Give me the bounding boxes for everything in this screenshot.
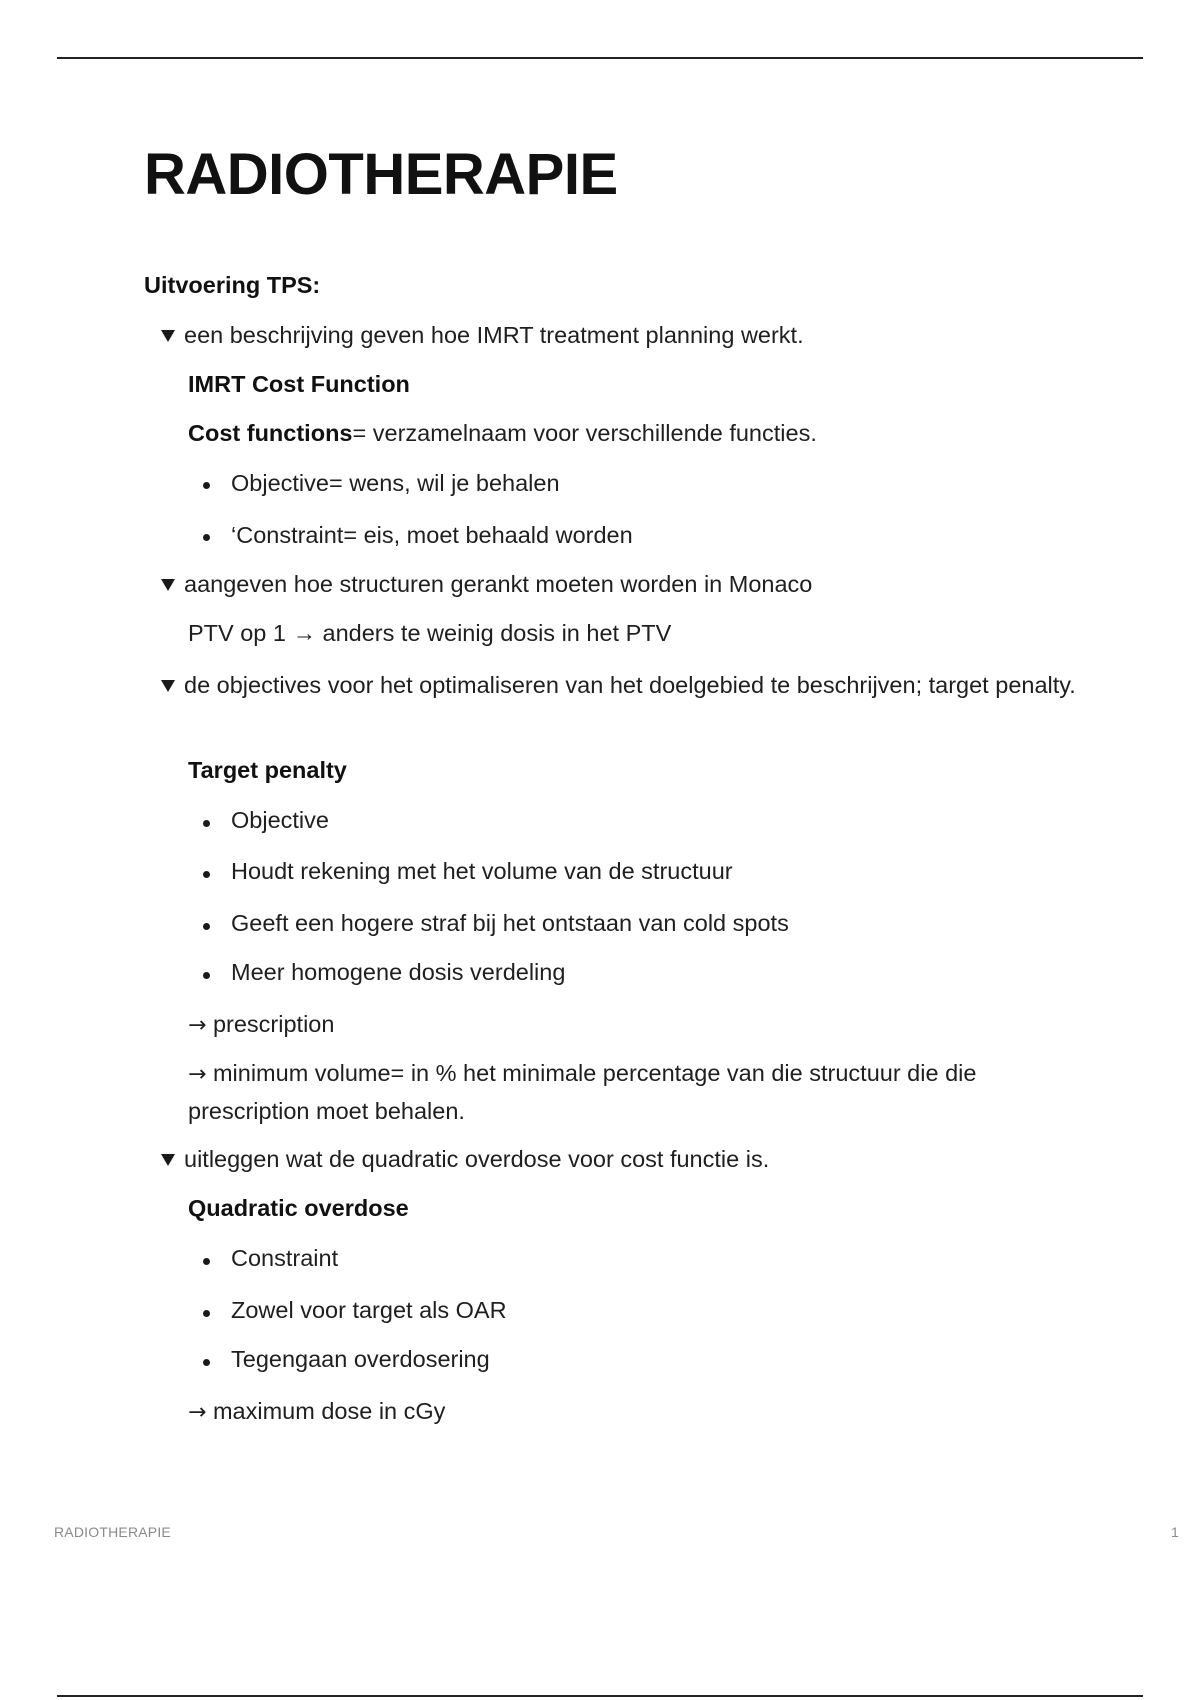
ptv-note: PTV op 1 → anders te weinig dosis in het PTV	[188, 620, 672, 646]
right-arrow-icon: →	[188, 1400, 207, 1425]
arrow-note: → maximum dose in cGy	[188, 1398, 446, 1425]
bullet-icon	[203, 972, 210, 979]
bottom-rule	[57, 1695, 1143, 1697]
bullet-icon	[203, 482, 210, 489]
subheading-quadratic-overdose: Quadratic overdose	[188, 1195, 409, 1221]
bullet-icon	[203, 1359, 210, 1366]
arrow-note: → prescription	[188, 1011, 335, 1038]
toggle-triangle-icon[interactable]	[161, 579, 175, 591]
cost-functions-definition	[188, 415, 817, 451]
toggle-label: uitleggen wat de quadratic overdose voor cost functie is.	[184, 1146, 770, 1172]
definition-text: = verzamelnaam voor verschillende functies.	[352, 420, 817, 446]
definition-term: Cost functions	[188, 420, 353, 446]
list-item: Houdt rekening met het volume van de structuur	[231, 858, 733, 884]
right-arrow-icon: →	[188, 1013, 207, 1038]
bullet-icon	[203, 534, 210, 541]
list-item: ‘Constraint= eis, moet behaald worden	[231, 522, 633, 548]
toggle-triangle-icon[interactable]	[161, 330, 175, 342]
toggle-label: de objectives voor het optimaliseren van het doelgebied te beschrijven; target penalty.	[184, 672, 1076, 698]
bullet-icon	[203, 1310, 210, 1317]
bullet-icon	[203, 871, 210, 878]
list-item: Tegengaan overdosering	[231, 1346, 490, 1372]
bullet-icon	[203, 923, 210, 930]
section-heading: Uitvoering TPS:	[144, 272, 321, 298]
list-item: Meer homogene dosis verdeling	[231, 959, 566, 985]
page-title: RADIOTHERAPIE	[144, 142, 618, 207]
list-item: Objective	[231, 807, 329, 833]
list-item: Objective= wens, wil je behalen	[231, 470, 560, 496]
subheading-imrt-cost-function: IMRT Cost Function	[188, 371, 410, 397]
toggle-item-imrt[interactable]	[161, 317, 804, 353]
bullet-icon	[203, 820, 210, 827]
footer-doc-name: RADIOTHERAPIE	[54, 1524, 171, 1540]
toggle-label: een beschrijving geven hoe IMRT treatment planning werkt.	[184, 322, 804, 348]
bullet-icon	[203, 1258, 210, 1265]
toggle-item-target-penalty[interactable]	[161, 667, 1101, 703]
list-item: Zowel voor target als OAR	[231, 1297, 507, 1323]
arrow-note: → minimum volume= in % het minimale percentage van die structuur die die prescription moet behalen.	[188, 1060, 977, 1124]
right-arrow-icon: →	[188, 1062, 207, 1087]
footer-page-number: 1	[1171, 1524, 1179, 1540]
subheading-target-penalty: Target penalty	[188, 757, 347, 783]
list-item: Geeft een hogere straf bij het ontstaan van cold spots	[231, 910, 789, 936]
list-item: Constraint	[231, 1245, 339, 1271]
toggle-label: aangeven hoe structuren gerankt moeten worden in Monaco	[184, 571, 813, 597]
toggle-triangle-icon[interactable]	[161, 680, 175, 692]
top-rule	[57, 57, 1143, 59]
toggle-triangle-icon[interactable]	[161, 1154, 175, 1166]
toggle-item-monaco[interactable]	[161, 566, 812, 602]
toggle-item-quadratic-overdose[interactable]	[161, 1141, 769, 1177]
